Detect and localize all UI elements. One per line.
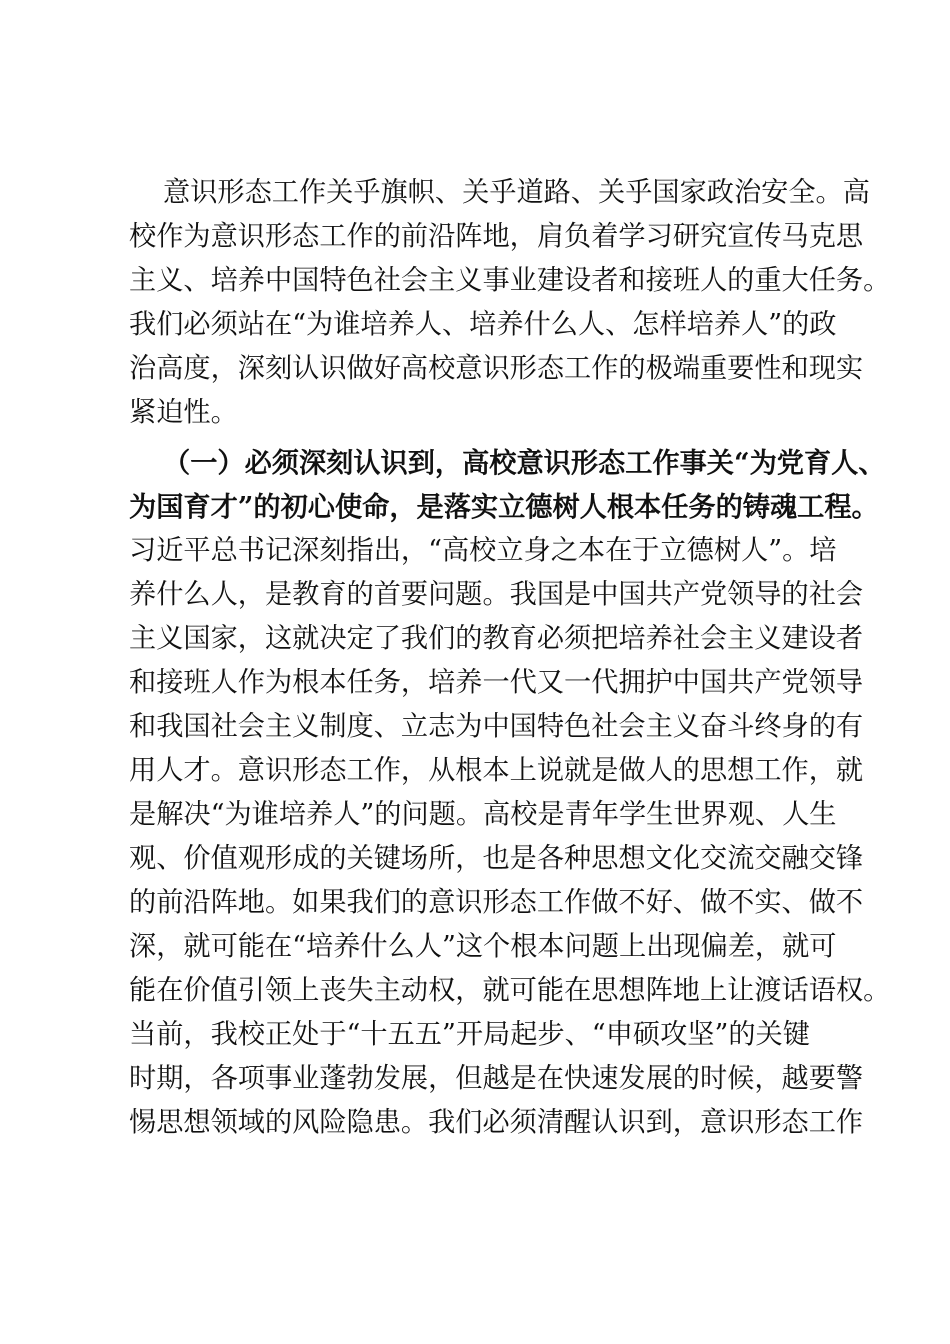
paragraph-2-line-1: 习近平总书记深刻指出，“高校立身之本在于立德树人”。培 (129, 535, 837, 566)
paragraph-2-line-12: 当前，我校正处于“十五五”开局起步、“申硕攻坚”的关键 (129, 1019, 810, 1050)
paragraph-2-line-5: 和我国社会主义制度、立志为中国特色社会主义奋斗终身的有 (129, 711, 864, 742)
paragraph-1-line-5: 治高度，深刻认识做好高校意识形态工作的极端重要性和现实 (129, 353, 864, 384)
paragraph-1-line-6: 紧迫性。 (129, 397, 238, 428)
paragraph-1-line-3: 主义、培养中国特色社会主义事业建设者和接班人的重大任务。 (129, 265, 891, 296)
paragraph-2-line-13: 时期，各项事业蓬勃发展，但越是在快速发展的时候，越要警 (129, 1063, 864, 1094)
paragraph-2-line-6: 用人才。意识形态工作，从根本上说就是做人的思想工作，就 (129, 755, 864, 786)
paragraph-2-line-4: 和接班人作为根本任务，培养一代又一代拥护中国共产党领导 (129, 667, 864, 698)
section-heading-line-2: 为国育才”的初心使命，是落实立德树人根本任务的铸魂工程。 (129, 491, 879, 523)
paragraph-1-line-4: 我们必须站在“为谁培养人、培养什么人、怎样培养人”的政 (129, 309, 837, 340)
paragraph-2-line-3: 主义国家，这就决定了我们的教育必须把培养社会主义建设者 (129, 623, 864, 654)
paragraph-2-line-14: 惕思想领域的风险隐患。我们必须清醒认识到，意识形态工作 (129, 1107, 864, 1138)
paragraph-2-line-2: 养什么人，是教育的首要问题。我国是中国共产党领导的社会 (129, 579, 864, 610)
section-heading-line-1: （一）必须深刻认识到，高校意识形态工作事关“为党育人、 (163, 447, 886, 479)
paragraph-2-line-8: 观、价值观形成的关键场所，也是各种思想文化交流交融交锋 (129, 843, 864, 874)
paragraph-2-line-11: 能在价值引领上丧失主动权，就可能在思想阵地上让渡话语权。 (129, 975, 891, 1006)
paragraph-1-line-2: 校作为意识形态工作的前沿阵地，肩负着学习研究宣传马克思 (129, 221, 864, 252)
paragraph-1-line-1: 意识形态工作关乎旗帜、关乎道路、关乎国家政治安全。高 (163, 177, 870, 208)
paragraph-2-line-7: 是解决“为谁培养人”的问题。高校是青年学生世界观、人生 (129, 799, 837, 830)
paragraph-2-line-9: 的前沿阵地。如果我们的意识形态工作做不好、做不实、做不 (129, 887, 864, 918)
paragraph-2-line-10: 深，就可能在“培养什么人”这个根本问题上出现偏差，就可 (129, 931, 837, 962)
